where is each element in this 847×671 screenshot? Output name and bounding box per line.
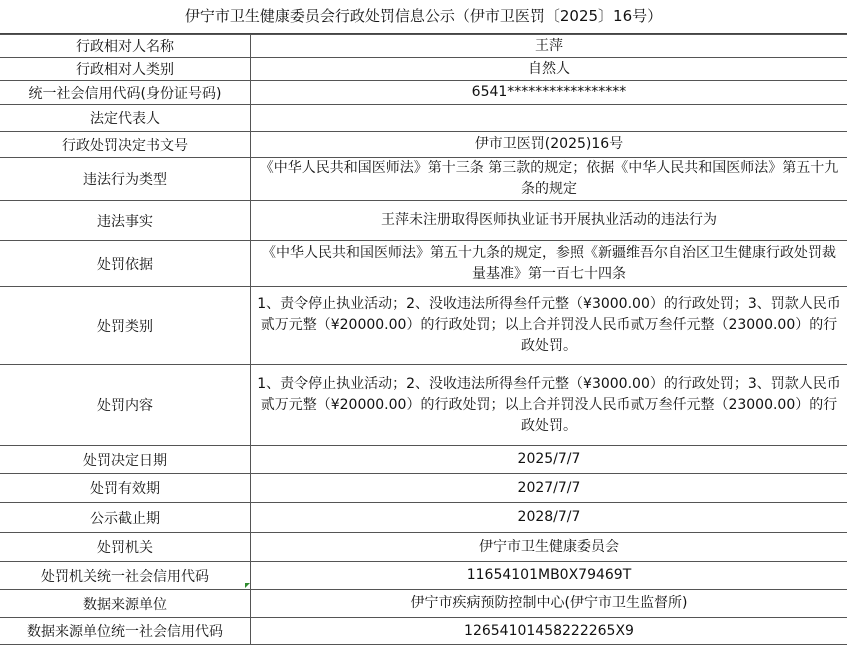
row-value — [251, 105, 847, 132]
row-value: 2025/7/7 — [251, 446, 847, 474]
row-label: 数据来源单位 — [0, 590, 251, 618]
row-value: 伊宁市卫生健康委员会 — [251, 533, 847, 562]
row-value: 2028/7/7 — [251, 503, 847, 533]
table-row — [0, 446, 847, 474]
table-row — [0, 35, 847, 58]
row-value: 王萍 — [251, 35, 847, 58]
row-label: 处罚依据 — [0, 241, 251, 287]
row-label: 统一社会信用代码(身份证号码) — [0, 81, 251, 105]
row-value: 《中华人民共和国医师法》第十三条 第三款的规定；依据《中华人民共和国医师法》第五十九条的规定 — [251, 158, 847, 201]
row-label: 处罚有效期 — [0, 474, 251, 503]
row-label: 违法行为类型 — [0, 158, 251, 201]
row-label: 法定代表人 — [0, 105, 251, 132]
row-value: 王萍未注册取得医师执业证书开展执业活动的违法行为 — [251, 201, 847, 241]
row-label: 行政相对人名称 — [0, 35, 251, 58]
table-row — [0, 105, 847, 132]
row-value: 12654101458222265X9 — [251, 618, 847, 645]
table-row — [0, 241, 847, 287]
row-label: 处罚类别 — [0, 287, 251, 365]
table-row — [0, 158, 847, 201]
penalty-info-table — [0, 34, 847, 645]
cell-comment-marker — [245, 583, 250, 588]
row-value: 《中华人民共和国医师法》第五十九条的规定，参照《新疆维吾尔自治区卫生健康行政处罚裁量基准》第一百七十四条 — [251, 241, 847, 287]
table-row — [0, 533, 847, 562]
table-row — [0, 81, 847, 105]
table-row — [0, 562, 847, 590]
table-row — [0, 590, 847, 618]
row-value: 伊市卫医罚(2025)16号 — [251, 132, 847, 158]
row-label: 行政处罚决定书文号 — [0, 132, 251, 158]
row-label: 处罚机关 — [0, 533, 251, 562]
table-row — [0, 618, 847, 645]
row-value: 1、责令停止执业活动；2、没收违法所得叁仟元整（¥3000.00）的行政处罚；3、罚款人民币贰万元整（¥20000.00）的行政处罚；以上合并罚没人民币贰万叁仟元整（23000.00）的行政处罚。 — [251, 365, 847, 446]
row-label: 数据来源单位统一社会信用代码 — [0, 618, 251, 645]
sheet-title: 伊宁市卫生健康委员会行政处罚信息公示（伊市卫医罚〔2025〕16号） — [0, 0, 847, 34]
row-value: 伊宁市疾病预防控制中心(伊宁市卫生监督所) — [251, 590, 847, 618]
table-row — [0, 287, 847, 365]
row-value: 2027/7/7 — [251, 474, 847, 503]
row-label: 处罚内容 — [0, 365, 251, 446]
row-value: 6541***************** — [251, 81, 847, 105]
table-row — [0, 58, 847, 81]
row-label: 公示截止期 — [0, 503, 251, 533]
row-label: 处罚决定日期 — [0, 446, 251, 474]
table-row — [0, 365, 847, 446]
table-row — [0, 503, 847, 533]
row-value: 1、责令停止执业活动；2、没收违法所得叁仟元整（¥3000.00）的行政处罚；3、罚款人民币贰万元整（¥20000.00）的行政处罚；以上合并罚没人民币贰万叁仟元整（23000.00）的行政处罚。 — [251, 287, 847, 365]
row-label: 违法事实 — [0, 201, 251, 241]
table-row — [0, 474, 847, 503]
table-row — [0, 201, 847, 241]
table-row — [0, 132, 847, 158]
row-value: 11654101MB0X79469T — [251, 562, 847, 590]
row-label: 行政相对人类别 — [0, 58, 251, 81]
row-label: 处罚机关统一社会信用代码 — [0, 562, 251, 590]
row-value: 自然人 — [251, 58, 847, 81]
